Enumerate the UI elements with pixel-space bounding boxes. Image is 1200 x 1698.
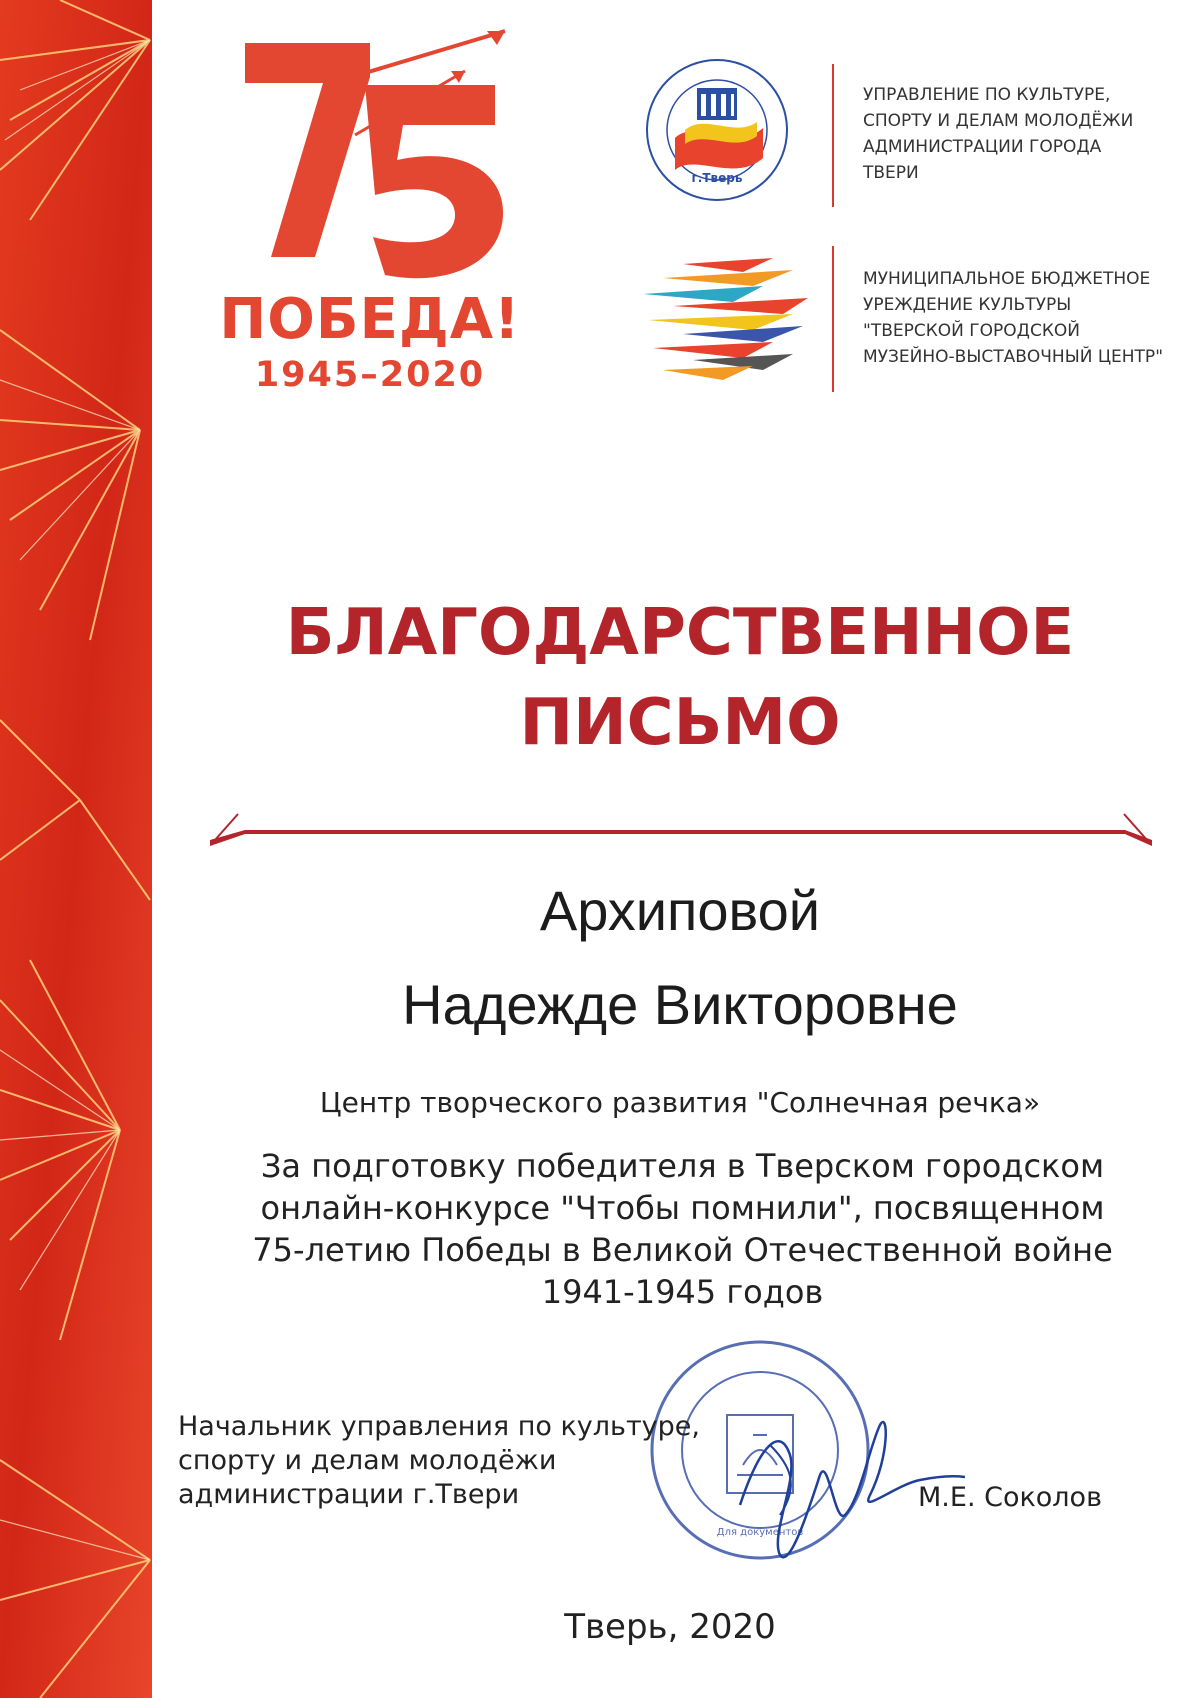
org1-line: УПРАВЛЕНИЕ ПО КУЛЬТУРЕ, — [863, 85, 1111, 105]
title-line: ПИСЬМО — [519, 686, 841, 760]
svg-text:Для документов: Для документов — [716, 1527, 804, 1538]
museum-center-emblem — [643, 256, 813, 381]
logo-word: ПОБЕДА! — [219, 287, 521, 352]
org1-line: АДМИНИСТРАЦИИ ГОРОДА — [863, 137, 1102, 157]
org2-line: МУНИЦИПАЛЬНОЕ БЮДЖЕТНОЕ — [863, 269, 1151, 289]
reason-line: За подготовку победителя в Тверском городском — [260, 1147, 1105, 1185]
position-line: Начальник управления по культуре, — [178, 1411, 700, 1442]
reason-line: онлайн-конкурсе "Чтобы помнили", посвященном — [260, 1189, 1105, 1227]
city-year: Тверь, 2020 — [564, 1607, 776, 1647]
org2-line: "ТВЕРСКОЙ ГОРОДСКОЙ — [863, 321, 1080, 341]
title-line: БЛАГОДАРСТВЕННОЕ — [285, 596, 1075, 670]
org-divider — [832, 246, 834, 392]
position-line: спорту и делам молодёжи — [178, 1445, 557, 1476]
org2-line: МУЗЕЙНО-ВЫСТАВОЧНЫЙ ЦЕНТР" — [863, 347, 1164, 367]
victory-75-logo — [205, 25, 535, 405]
culture-department-text — [863, 82, 1183, 186]
number-75-graphic — [205, 25, 535, 295]
org2-line: УРЕЖДЕНИЕ КУЛЬТУРЫ — [863, 295, 1072, 315]
logo-years: 1945–2020 — [254, 355, 486, 395]
museum-center-text — [863, 266, 1193, 370]
svg-text:г.Тверь: г.Тверь — [691, 171, 743, 185]
institution-name: Центр творческого развития "Солнечная речка» — [319, 1086, 1041, 1119]
culture-department-emblem — [645, 58, 790, 203]
fireworks-image — [0, 0, 152, 1698]
letter-title — [200, 588, 1160, 768]
org1-line: СПОРТУ И ДЕЛАМ МОЛОДЁЖИ — [863, 111, 1134, 131]
recipient-name: Надежде Викторовне — [402, 973, 958, 1036]
signatory-name: М.Е. Соколов — [918, 1482, 1102, 1513]
decorative-rule — [210, 810, 1152, 850]
org-divider — [832, 64, 834, 207]
signatory-position — [178, 1410, 738, 1512]
reason-line: 75-летию Победы в Великой Отечественной войне — [252, 1231, 1113, 1269]
position-line: администрации г.Твери — [178, 1479, 520, 1510]
recipient-surname: Архиповой — [539, 879, 821, 942]
reason-text — [165, 1145, 1200, 1313]
reason-line: 1941-1945 годов — [541, 1273, 824, 1311]
org1-line: ТВЕРИ — [863, 163, 919, 183]
fireworks-strip — [0, 0, 152, 1698]
